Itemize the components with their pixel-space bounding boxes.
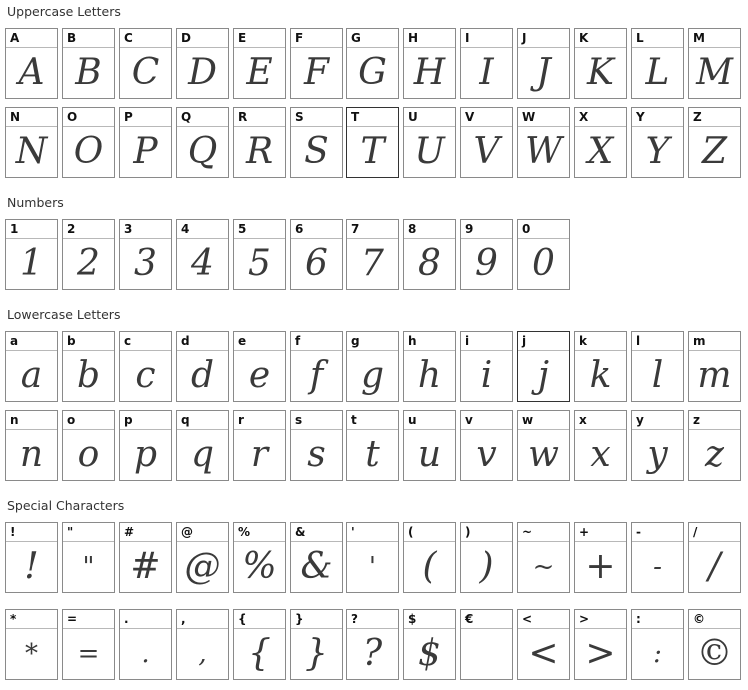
glyph-cell-label: o (63, 411, 114, 430)
glyph-cell (631, 331, 684, 402)
glyph-cell (460, 331, 513, 402)
glyph-cell (62, 331, 115, 402)
glyph-preview: < (528, 633, 559, 674)
glyph-cell-label: & (291, 523, 342, 542)
glyph-cell-label: N (6, 108, 57, 127)
glyph-cell-label: U (404, 108, 455, 127)
glyph-cell-label: > (575, 610, 626, 629)
glyph-cell (176, 609, 229, 680)
glyph-cell (62, 522, 115, 593)
glyph-preview: * (25, 639, 38, 669)
glyph-cell-label: E (234, 29, 285, 48)
glyph-cell-label: 4 (177, 220, 228, 239)
glyph-cell-label: ' (347, 523, 398, 542)
glyph-preview: ) (479, 546, 494, 587)
glyph-cell (346, 522, 399, 593)
glyph-cell (517, 219, 570, 290)
glyph-cell (233, 522, 286, 593)
glyph-cell-label: A (6, 29, 57, 48)
glyph-preview: A (18, 52, 45, 93)
glyph-preview: . (141, 639, 150, 669)
glyph-preview: q (190, 434, 215, 475)
glyph-cell-label: S (291, 108, 342, 127)
glyph-preview: b (76, 355, 101, 396)
glyph-cell (403, 522, 456, 593)
glyph-preview: d (190, 355, 215, 396)
glyph-cell-label: w (518, 411, 569, 430)
glyph-cell (460, 107, 513, 178)
glyph-cell-label: u (404, 411, 455, 430)
glyph-cell (574, 331, 627, 402)
glyph-cell (176, 219, 229, 290)
glyph-cell (62, 107, 115, 178)
glyph-preview: c (135, 355, 156, 396)
glyph-cell (233, 28, 286, 99)
glyph-preview: F (304, 52, 329, 93)
glyph-cell (688, 522, 741, 593)
glyph-preview: # (130, 546, 161, 587)
glyph-preview: 4 (191, 243, 214, 284)
glyph-preview: , (198, 639, 207, 669)
glyph-preview: ~ (532, 552, 555, 582)
glyph-cell-label: < (518, 610, 569, 629)
glyph-cell (5, 331, 58, 402)
glyph-preview: H (413, 52, 446, 93)
glyph-cell (517, 331, 570, 402)
glyph-cell-label: ! (6, 523, 57, 542)
glyph-cell (119, 609, 172, 680)
glyph-cell-label: s (291, 411, 342, 430)
glyph-cell (403, 28, 456, 99)
glyph-preview: + (585, 546, 616, 587)
glyph-cell (290, 410, 343, 481)
glyph-preview: k (589, 355, 612, 396)
glyph-preview: © (696, 633, 733, 674)
glyph-preview: a (20, 355, 43, 396)
glyph-cell (403, 219, 456, 290)
glyph-cell (631, 522, 684, 593)
glyph-cell-label: n (6, 411, 57, 430)
glyph-cell-label: b (63, 332, 114, 351)
glyph-preview: / (708, 546, 721, 587)
glyph-cell-label: Q (177, 108, 228, 127)
glyph-cell-label: B (63, 29, 114, 48)
glyph-preview: C (131, 52, 160, 93)
glyph-preview: r (250, 434, 269, 475)
glyph-cell (62, 219, 115, 290)
glyph-preview: ' (368, 552, 377, 582)
glyph-cell (346, 219, 399, 290)
glyph-cell-label: I (461, 29, 512, 48)
glyph-cell (5, 28, 58, 99)
glyph-preview: w (528, 434, 559, 475)
glyph-cell (5, 219, 58, 290)
glyph-cell-label: R (234, 108, 285, 127)
glyph-cell (62, 410, 115, 481)
glyph-cell (574, 609, 627, 680)
glyph-cell-label: # (120, 523, 171, 542)
section-title: Uppercase Letters (7, 4, 121, 19)
section-title: Lowercase Letters (7, 307, 121, 322)
glyph-cell-label: c (120, 332, 171, 351)
glyph-cell-label: 8 (404, 220, 455, 239)
glyph-preview: : (653, 639, 662, 669)
glyph-preview: 3 (134, 243, 157, 284)
glyph-preview: = (77, 639, 100, 669)
glyph-preview: N (15, 131, 48, 172)
glyph-preview: R (245, 131, 274, 172)
glyph-cell-label: Y (632, 108, 683, 127)
glyph-preview: ( (422, 546, 437, 587)
section-title: Numbers (7, 195, 64, 210)
glyph-cell-label: X (575, 108, 626, 127)
glyph-cell (574, 28, 627, 99)
glyph-preview: P (133, 131, 158, 172)
glyph-preview: { (248, 633, 271, 674)
glyph-preview: B (75, 52, 102, 93)
glyph-cell-label: K (575, 29, 626, 48)
glyph-cell (5, 107, 58, 178)
glyph-cell-label: H (404, 29, 455, 48)
glyph-cell (460, 219, 513, 290)
glyph-cell-label: + (575, 523, 626, 542)
glyph-cell-label: f (291, 332, 342, 351)
glyph-cell (233, 410, 286, 481)
glyph-cell (688, 28, 741, 99)
glyph-preview: S (304, 131, 329, 172)
glyph-preview: @ (184, 546, 221, 587)
glyph-cell-label: ~ (518, 523, 569, 542)
glyph-cell (119, 331, 172, 402)
glyph-cell-label: 0 (518, 220, 569, 239)
glyph-cell-label: g (347, 332, 398, 351)
glyph-cell-label: G (347, 29, 398, 48)
glyph-cell-label: P (120, 108, 171, 127)
glyph-cell-label: @ (177, 523, 228, 542)
glyph-cell-label: 5 (234, 220, 285, 239)
glyph-cell (119, 107, 172, 178)
glyph-cell (62, 609, 115, 680)
glyph-cell-label: q (177, 411, 228, 430)
glyph-preview: 6 (305, 243, 328, 284)
glyph-cell-label: } (291, 610, 342, 629)
glyph-preview: z (705, 434, 724, 475)
glyph-cell-label: t (347, 411, 398, 430)
glyph-preview: n (19, 434, 44, 475)
glyph-cell (290, 107, 343, 178)
glyph-cell (346, 107, 399, 178)
glyph-cell-label: Z (689, 108, 740, 127)
glyph-cell-label: a (6, 332, 57, 351)
glyph-preview: W (524, 131, 562, 172)
glyph-preview: D (188, 52, 217, 93)
glyph-cell (631, 410, 684, 481)
glyph-preview: v (476, 434, 497, 475)
glyph-cell-label: V (461, 108, 512, 127)
glyph-cell-label: m (689, 332, 740, 351)
glyph-preview: O (73, 131, 104, 172)
glyph-cell (119, 410, 172, 481)
glyph-cell (62, 28, 115, 99)
glyph-preview: % (242, 546, 277, 587)
glyph-preview: U (414, 131, 445, 172)
glyph-cell-label: x (575, 411, 626, 430)
glyph-preview: i (480, 355, 493, 396)
glyph-cell (460, 410, 513, 481)
glyph-cell-label: 1 (6, 220, 57, 239)
glyph-preview: m (697, 355, 732, 396)
glyph-cell (290, 219, 343, 290)
glyph-cell (346, 410, 399, 481)
glyph-cell (517, 609, 570, 680)
glyph-cell-label: * (6, 610, 57, 629)
glyph-preview: G (358, 52, 387, 93)
glyph-preview: Z (701, 131, 727, 172)
glyph-cell-label: j (518, 332, 569, 351)
glyph-cell-label: v (461, 411, 512, 430)
glyph-cell (574, 522, 627, 593)
glyph-cell (517, 28, 570, 99)
glyph-preview: e (248, 355, 271, 396)
glyph-preview: 5 (248, 243, 271, 284)
glyph-cell-label: € (461, 610, 512, 629)
glyph-preview: - (653, 552, 662, 582)
glyph-cell (290, 331, 343, 402)
glyph-preview: x (590, 434, 611, 475)
glyph-preview: I (479, 52, 494, 93)
glyph-cell-label: k (575, 332, 626, 351)
glyph-cell-label: 9 (461, 220, 512, 239)
glyph-cell (688, 410, 741, 481)
glyph-cell (119, 28, 172, 99)
glyph-preview: 1 (20, 243, 43, 284)
section-title: Special Characters (7, 498, 125, 513)
glyph-cell (290, 522, 343, 593)
glyph-cell-label: 7 (347, 220, 398, 239)
glyph-cell (119, 522, 172, 593)
glyph-preview: 2 (77, 243, 100, 284)
glyph-cell (5, 410, 58, 481)
glyph-preview: 0 (532, 243, 555, 284)
glyph-preview: h (417, 355, 442, 396)
glyph-cell (688, 107, 741, 178)
glyph-cell-label: / (689, 523, 740, 542)
glyph-cell (574, 107, 627, 178)
glyph-cell (460, 522, 513, 593)
glyph-preview: g (360, 355, 385, 396)
glyph-cell (403, 331, 456, 402)
glyph-preview: f (309, 355, 324, 396)
glyph-preview: L (645, 52, 670, 93)
glyph-cell (346, 331, 399, 402)
glyph-cell-label: O (63, 108, 114, 127)
glyph-cell (460, 609, 513, 680)
glyph-preview: > (585, 633, 616, 674)
glyph-cell (631, 609, 684, 680)
glyph-cell-label: i (461, 332, 512, 351)
glyph-cell (233, 331, 286, 402)
glyph-cell-label: ( (404, 523, 455, 542)
glyph-cell-label: z (689, 411, 740, 430)
glyph-cell (517, 410, 570, 481)
glyph-cell (346, 28, 399, 99)
glyph-preview: V (473, 131, 500, 172)
glyph-cell-label: y (632, 411, 683, 430)
glyph-cell (631, 28, 684, 99)
glyph-cell (688, 331, 741, 402)
glyph-cell-label: . (120, 610, 171, 629)
glyph-cell-label: F (291, 29, 342, 48)
glyph-preview: T (360, 131, 385, 172)
glyph-cell (517, 107, 570, 178)
glyph-cell (233, 609, 286, 680)
glyph-cell (176, 331, 229, 402)
glyph-cell-label: T (347, 108, 398, 127)
glyph-preview: J (536, 52, 551, 93)
glyph-cell-label: h (404, 332, 455, 351)
glyph-preview: } (305, 633, 328, 674)
glyph-cell-label: ) (461, 523, 512, 542)
glyph-cell-label: l (632, 332, 683, 351)
glyph-preview: Q (187, 131, 218, 172)
glyph-preview: p (133, 434, 158, 475)
glyph-preview: l (651, 355, 664, 396)
glyph-cell-label: J (518, 29, 569, 48)
glyph-cell (233, 219, 286, 290)
glyph-cell-label: ? (347, 610, 398, 629)
glyph-preview: ? (362, 633, 383, 674)
glyph-cell (517, 522, 570, 593)
glyph-cell-label: , (177, 610, 228, 629)
glyph-cell-label: : (632, 610, 683, 629)
glyph-cell-label: p (120, 411, 171, 430)
glyph-cell (631, 107, 684, 178)
glyph-cell (403, 609, 456, 680)
glyph-cell (233, 107, 286, 178)
glyph-preview: 9 (475, 243, 498, 284)
glyph-preview: s (307, 434, 326, 475)
glyph-cell-label: { (234, 610, 285, 629)
glyph-cell-label: D (177, 29, 228, 48)
glyph-cell-label: $ (404, 610, 455, 629)
glyph-preview: $ (418, 633, 441, 674)
glyph-preview: & (300, 546, 333, 587)
glyph-cell-label: C (120, 29, 171, 48)
glyph-cell (5, 609, 58, 680)
glyph-preview: o (77, 434, 100, 475)
glyph-cell (176, 410, 229, 481)
glyph-cell-label: © (689, 610, 740, 629)
glyph-preview: E (246, 52, 273, 93)
glyph-cell-label: 6 (291, 220, 342, 239)
glyph-preview: Y (645, 131, 670, 172)
glyph-cell-label: 2 (63, 220, 114, 239)
glyph-preview: M (696, 52, 733, 93)
glyph-preview: j (537, 355, 550, 396)
glyph-preview: t (365, 434, 380, 475)
glyph-cell (290, 28, 343, 99)
glyph-cell-label: " (63, 523, 114, 542)
glyph-cell (119, 219, 172, 290)
glyph-preview: K (587, 52, 614, 93)
glyph-cell (688, 609, 741, 680)
glyph-preview (461, 629, 512, 679)
glyph-preview: 7 (361, 243, 384, 284)
glyph-cell-label: M (689, 29, 740, 48)
glyph-preview: ! (24, 546, 39, 587)
glyph-preview: " (82, 552, 95, 582)
glyph-cell (176, 522, 229, 593)
glyph-preview: X (587, 131, 614, 172)
glyph-cell (460, 28, 513, 99)
glyph-cell-label: L (632, 29, 683, 48)
glyph-cell-label: W (518, 108, 569, 127)
glyph-preview: y (647, 434, 668, 475)
glyph-cell (290, 609, 343, 680)
glyph-cell-label: 3 (120, 220, 171, 239)
glyph-cell (574, 410, 627, 481)
glyph-cell (346, 609, 399, 680)
glyph-cell (176, 28, 229, 99)
glyph-cell-label: r (234, 411, 285, 430)
glyph-cell-label: - (632, 523, 683, 542)
glyph-cell-label: e (234, 332, 285, 351)
glyph-preview: 8 (418, 243, 441, 284)
glyph-cell (403, 107, 456, 178)
glyph-preview: u (417, 434, 442, 475)
glyph-cell-label: d (177, 332, 228, 351)
glyph-cell-label: % (234, 523, 285, 542)
glyph-cell (5, 522, 58, 593)
glyph-cell (403, 410, 456, 481)
glyph-cell-label: = (63, 610, 114, 629)
glyph-cell (176, 107, 229, 178)
